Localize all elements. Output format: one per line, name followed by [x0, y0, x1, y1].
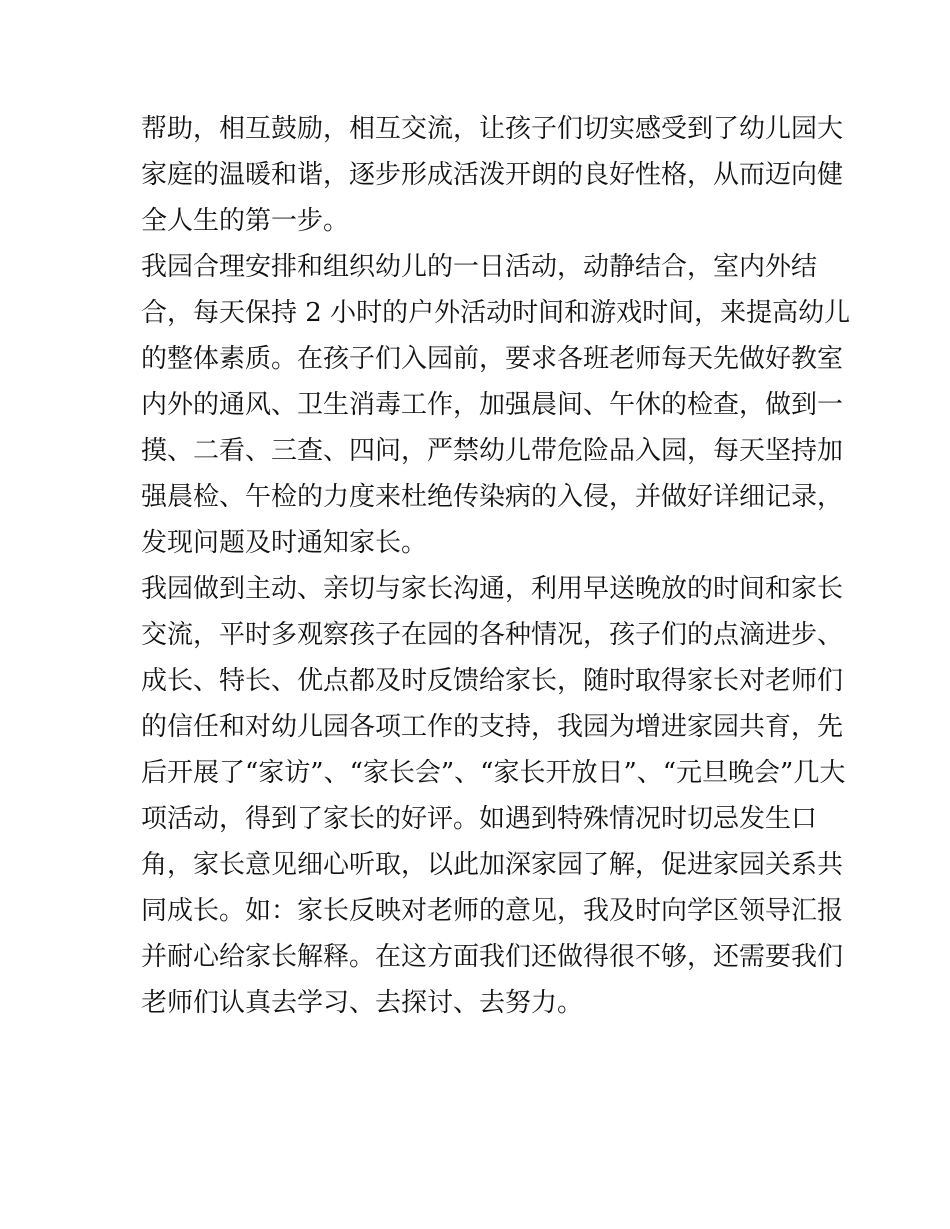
text-line: 后开展了“家访”、“家长会”、“家长开放日”、“元旦晚会”几大	[141, 758, 846, 788]
text-line: 全人生的第一步。	[141, 206, 350, 236]
text-line: 家庭的温暖和谐，逐步形成活泼开朗的良好性格，从而迈向健	[141, 160, 844, 190]
text-line: 强晨检、午检的力度来杜绝传染病的入侵，并做好详细记录，	[141, 482, 844, 512]
document-body	[141, 106, 851, 1026]
text-line: 成长、特长、优点都及时反馈给家长，随时取得家长对老师们	[141, 666, 844, 696]
text-line: 内外的通风、卫生消毒工作，加强晨间、午休的检查，做到一	[141, 390, 844, 420]
text-line: 项活动，得到了家长的好评。如遇到特殊情况时切忌发生口	[141, 804, 818, 834]
text-line: 发现问题及时通知家长。	[141, 528, 428, 558]
text-line: 并耐心给家长解释。在这方面我们还做得很不够，还需要我们	[141, 942, 844, 972]
text-line: 的整体素质。在孩子们入园前，要求各班老师每天先做好教室	[141, 344, 844, 374]
text-line: 合，每天保持 2 小时的户外活动时间和游戏时间，来提高幼儿	[141, 298, 851, 328]
text-line: 老师们认真去学习、去探讨、去努力。	[141, 988, 584, 1018]
text-line: 交流，平时多观察孩子在园的各种情况，孩子们的点滴进步、	[141, 620, 844, 650]
text-line: 同成长。如：家长反映对老师的意见，我及时向学区领导汇报	[141, 896, 844, 926]
paragraph-3	[141, 566, 846, 1026]
text-line: 的信任和对幼儿园各项工作的支持，我园为增进家园共育，先	[141, 712, 844, 742]
paragraph-1	[141, 106, 844, 244]
text-line: 角，家长意见细心听取，以此加深家园了解，促进家园关系共	[141, 850, 844, 880]
paragraph-2	[141, 244, 851, 566]
text-line: 摸、二看、三查、四问，严禁幼儿带危险品入园，每天坚持加	[141, 436, 844, 466]
text-line: 我园做到主动、亲切与家长沟通，利用早送晚放的时间和家长	[141, 574, 844, 604]
text-line: 帮助，相互鼓励，相互交流，让孩子们切实感受到了幼儿园大	[141, 114, 844, 144]
text-line: 我园合理安排和组织幼儿的一日活动，动静结合，室内外结	[141, 252, 818, 282]
